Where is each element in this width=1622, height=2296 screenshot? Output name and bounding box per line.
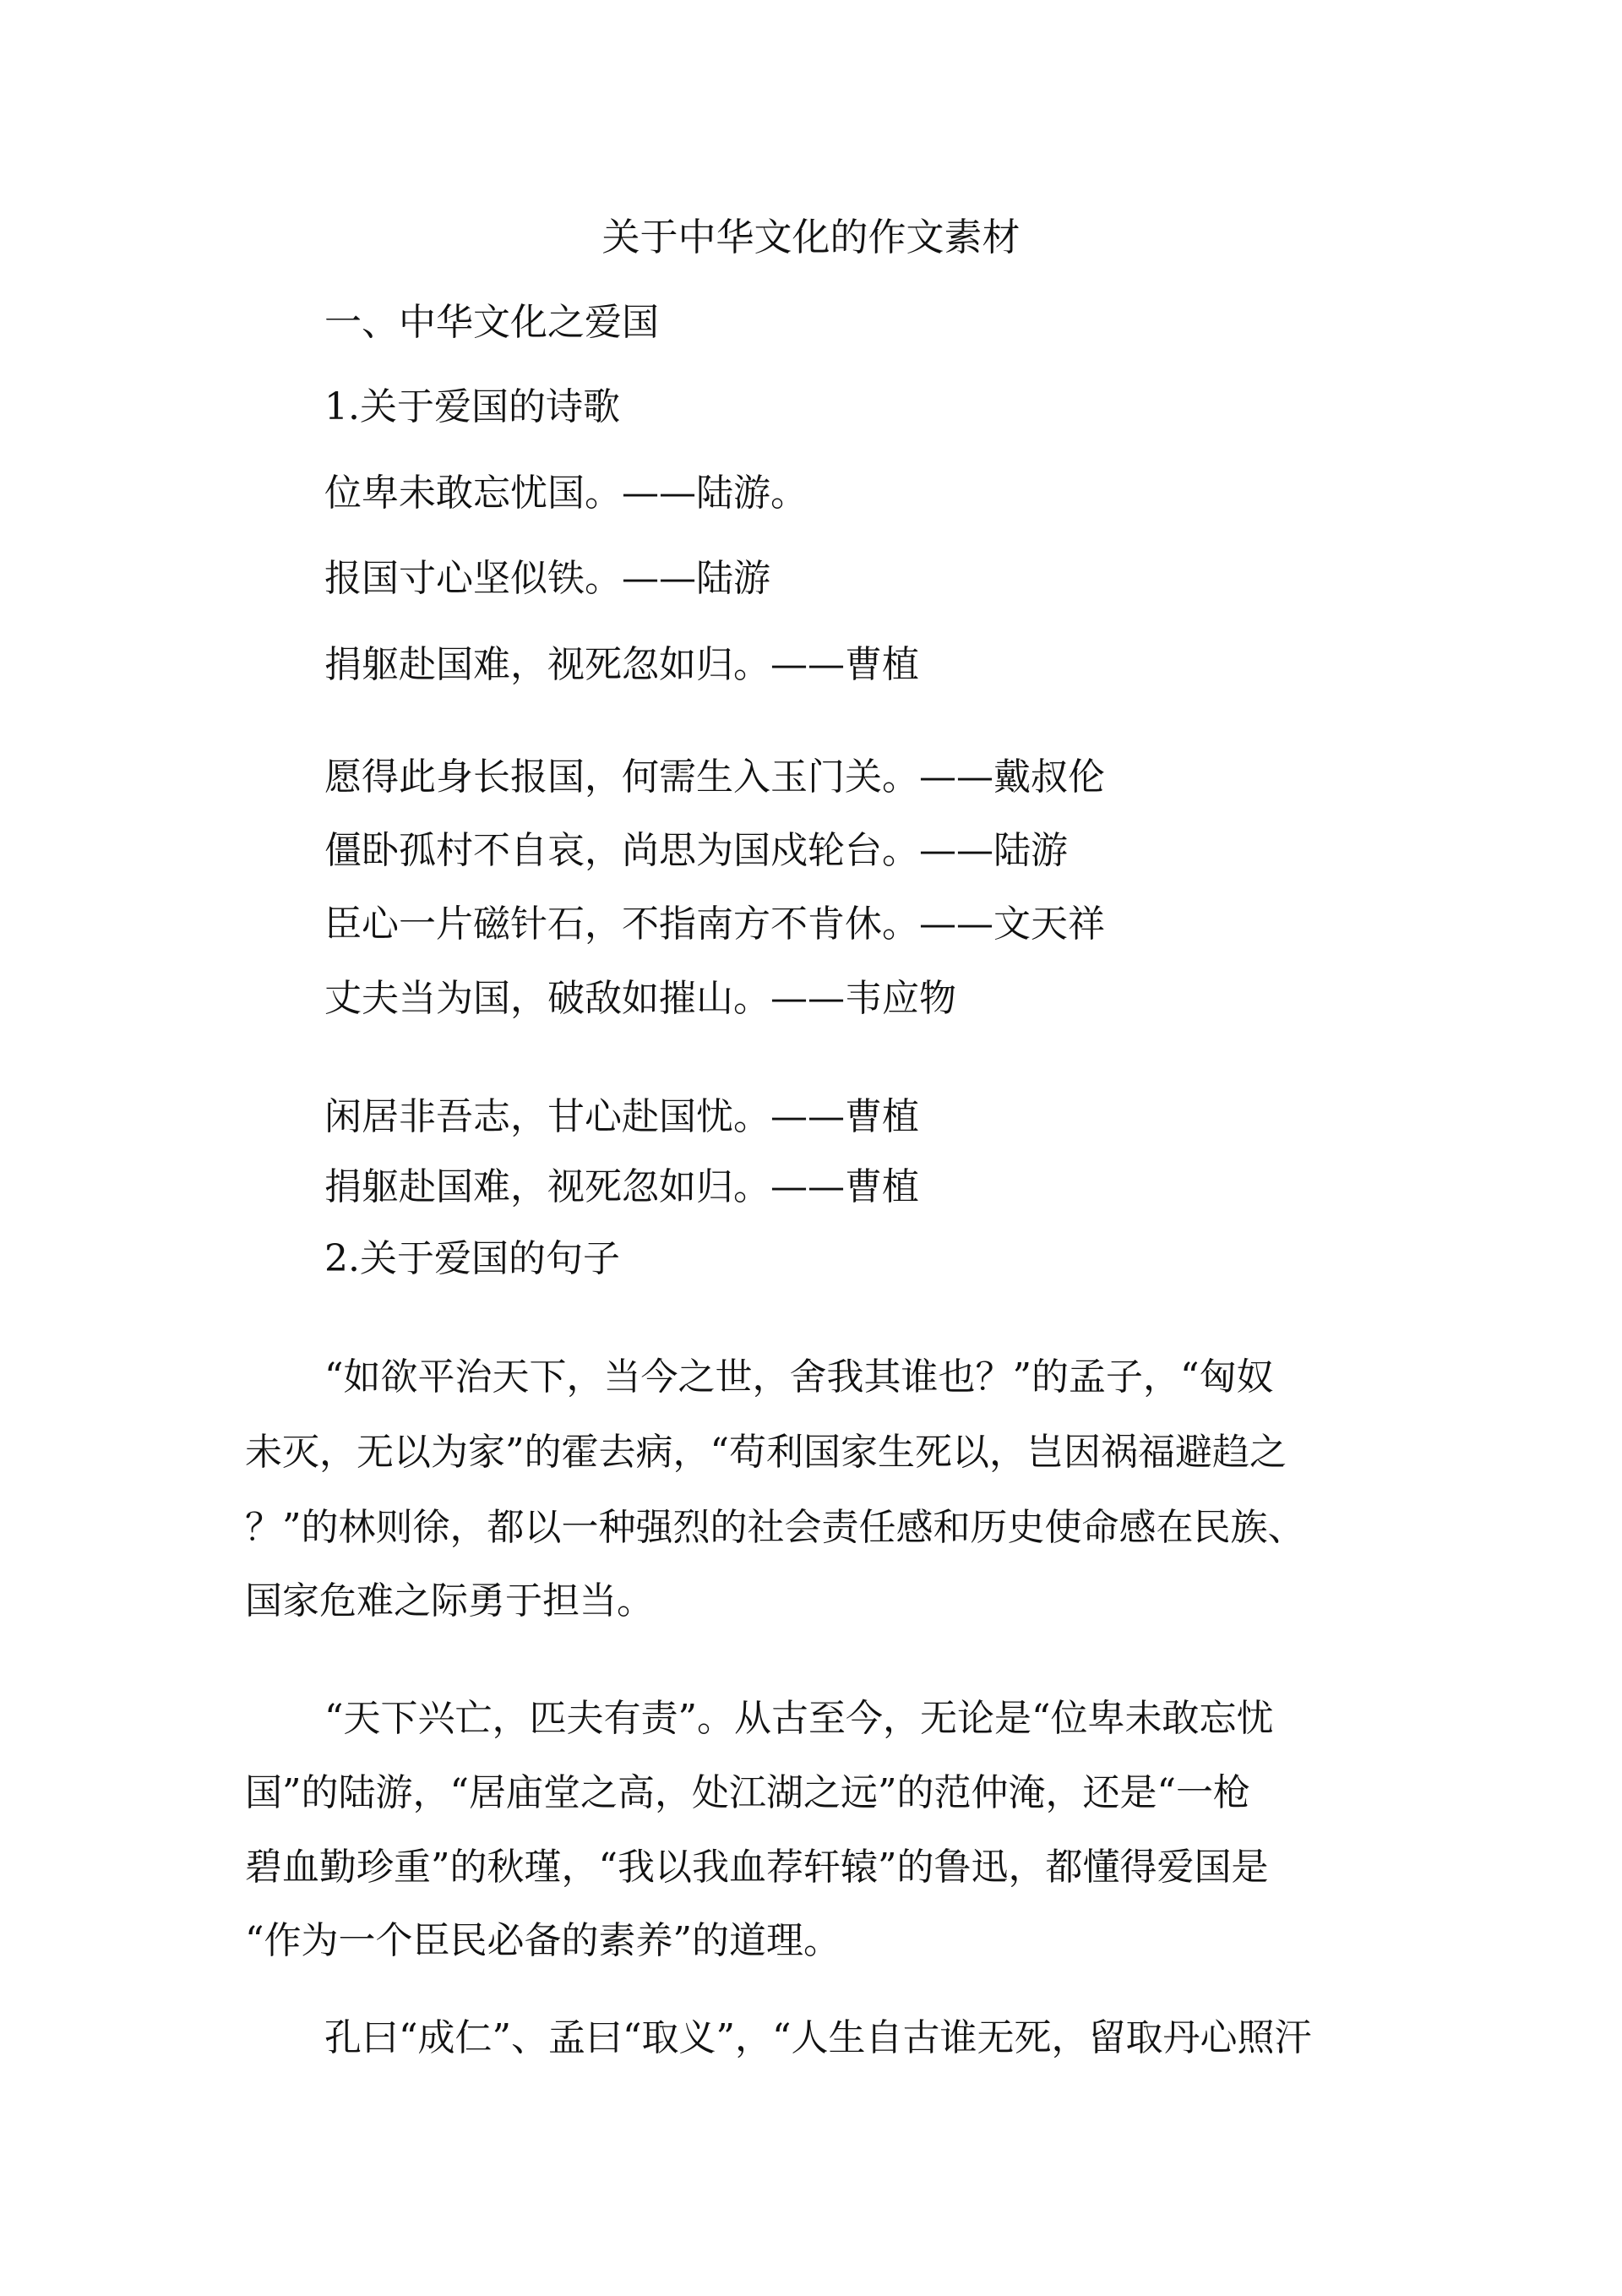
subsection-heading: 2.关于爱国的句子 [324, 1237, 620, 1280]
paragraph-line: 国”的陆游，“居庙堂之高，处江湖之远”的范仲淹，还是“一枪 [245, 1771, 1250, 1814]
paragraph-line: “如欲平治天下，当今之世，舍我其谁也？”的孟子，“匈奴 [324, 1355, 1274, 1399]
poem-line: 僵卧孤村不自哀，尚思为国戍轮台。——陆游 [324, 829, 1068, 872]
poem-line: 报国寸心坚似铁。——陆游 [324, 557, 770, 600]
poem-line: 捐躯赴国难，视死忽如归。——曹植 [324, 1165, 919, 1208]
poem-line: 捐躯赴国难，视死忽如归。——曹植 [324, 643, 919, 686]
poem-line: 愿得此身长报国，何需生入玉门关。——戴叔伦 [324, 755, 1105, 799]
paragraph-line: 碧血勤珍重”的秋瑾，“我以我血荐轩辕”的鲁迅，都懂得爱国是 [245, 1846, 1269, 1889]
poem-line: 位卑未敢忘忧国。——陆游。 [324, 472, 808, 515]
subsection-heading: 1.关于爱国的诗歌 [324, 385, 620, 428]
paragraph-line: 国家危难之际勇于担当。 [245, 1579, 654, 1622]
poem-line: 臣心一片磁针石，不指南方不肯休。——文天祥 [324, 903, 1105, 946]
paragraph-line: 未灭，无以为家”的霍去病，“苟利国家生死以，岂因祸福避趋之 [245, 1431, 1287, 1474]
paragraph-line: 孔曰“成仁”、孟曰“取义”，“人生自古谁无死，留取丹心照汗 [324, 2016, 1312, 2059]
paragraph-line: “作为一个臣民必备的素养”的道理。 [245, 1919, 841, 1962]
paragraph-line: “天下兴亡，匹夫有责”。从古至今，无论是“位卑未敢忘忧 [324, 1697, 1274, 1740]
document-title: 关于中华文化的作文素材 [601, 215, 1021, 259]
paragraph-line: ？”的林则徐，都以一种强烈的社会责任感和历史使命感在民族、 [245, 1506, 1305, 1549]
poem-line: 丈夫当为国，破敌如摧山。——韦应物 [324, 977, 956, 1020]
poem-line: 闲居非吾志，甘心赴国忧。——曹植 [324, 1095, 919, 1138]
section-heading: 一、中华文化之爱国 [324, 301, 659, 344]
